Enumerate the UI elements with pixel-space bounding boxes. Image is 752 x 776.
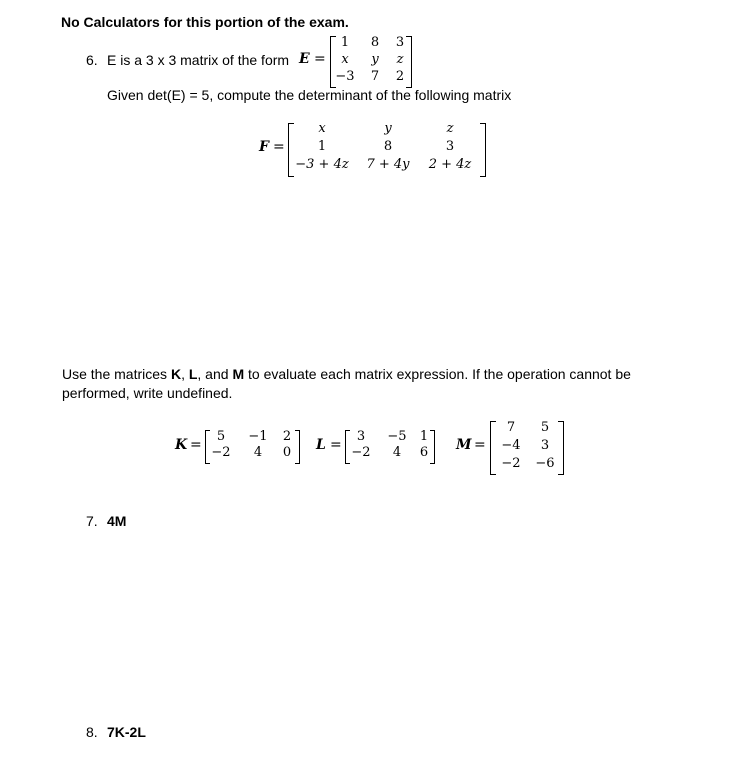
matrix-M-cell: −4: [501, 438, 521, 453]
matrix-E-cell: x: [341, 52, 349, 67]
matrix-K-cell: 0: [282, 445, 292, 460]
instructions-L: L: [188, 366, 198, 382]
matrix-E-cell: 1: [340, 35, 350, 50]
matrix-E-cell: 7: [370, 69, 380, 84]
instructions-text: ,: [181, 366, 189, 382]
q6-matrix-label-F: F: [259, 139, 269, 155]
q6-text: E is a 3 x 3 matrix of the form: [107, 52, 290, 68]
matrix-L-cell: 1: [419, 429, 429, 444]
matrix-F-cell: 2 + 4z: [428, 157, 472, 172]
matrix-M-label: M: [456, 437, 472, 453]
instructions-M: M: [232, 366, 245, 382]
matrix-K-cell: 4: [253, 445, 263, 460]
matrix-F-cell: 1: [317, 139, 327, 154]
matrix-L-cell: 4: [392, 445, 402, 460]
instructions-K: K: [170, 366, 182, 382]
matrix-E-cell: y: [371, 52, 379, 67]
matrix-K-label: K: [175, 437, 188, 453]
instructions-line-2: performed, write undefined.: [62, 385, 233, 401]
matrix-F-cell: −3 + 4z: [295, 157, 349, 172]
q6-matrix-label-E: E: [299, 51, 310, 67]
matrix-K-cell: 2: [282, 429, 292, 444]
matrix-E-cell: 2: [395, 69, 405, 84]
instructions-line-1: [62, 366, 631, 382]
matrix-M-cell: −6: [535, 456, 555, 471]
matrix-K-cell: 5: [216, 429, 226, 444]
matrix-L-cell: 6: [419, 445, 429, 460]
matrix-K-equals: =: [190, 437, 202, 453]
matrix-M-cell: 7: [506, 420, 516, 435]
matrix-F-cell: y: [384, 121, 392, 136]
instructions-text: , and: [197, 366, 233, 382]
q6-number: 6.: [86, 52, 98, 68]
matrix-F-cell: x: [318, 121, 326, 136]
instructions-text: to evaluate each matrix expression. If the operation cannot be: [244, 366, 631, 382]
matrix-F-right-bracket: [480, 123, 486, 177]
matrix-L-cell: −5: [387, 429, 407, 444]
matrix-E-cell: 3: [395, 35, 405, 50]
matrix-M-cell: 3: [540, 438, 550, 453]
q6-given-text: Given det(E) = 5, compute the determinant of the following matrix: [107, 87, 512, 103]
matrix-E-cell: −3: [335, 69, 355, 84]
q8-number: 8.: [86, 724, 98, 740]
matrix-K-cell: −2: [211, 445, 231, 460]
matrix-L-cell: −2: [351, 445, 371, 460]
matrix-M-cell: 5: [540, 420, 550, 435]
q8-expression: 7K-2L: [107, 724, 146, 740]
matrix-F-cell: 8: [383, 139, 393, 154]
matrix-F-cell: 7 + 4y: [366, 157, 410, 172]
matrix-F-cell: z: [446, 121, 454, 136]
matrix-L-equals: =: [330, 437, 342, 453]
instructions-text: Use the matrices: [62, 366, 171, 382]
page-heading: No Calculators for this portion of the exam.: [61, 14, 349, 30]
matrix-E-cell: z: [396, 52, 404, 67]
matrix-K-cell: −1: [248, 429, 268, 444]
matrix-M-cell: −2: [501, 456, 521, 471]
matrix-E-cell: 8: [370, 35, 380, 50]
q6-equals: =: [314, 51, 326, 67]
q6-F-equals: =: [273, 139, 285, 155]
matrix-L-cell: 3: [356, 429, 366, 444]
q7-number: 7.: [86, 513, 98, 529]
matrix-F-cell: 3: [445, 139, 455, 154]
q7-expression: 4M: [107, 513, 127, 529]
matrix-M-equals: =: [474, 437, 486, 453]
matrix-L-label: L: [316, 437, 326, 453]
